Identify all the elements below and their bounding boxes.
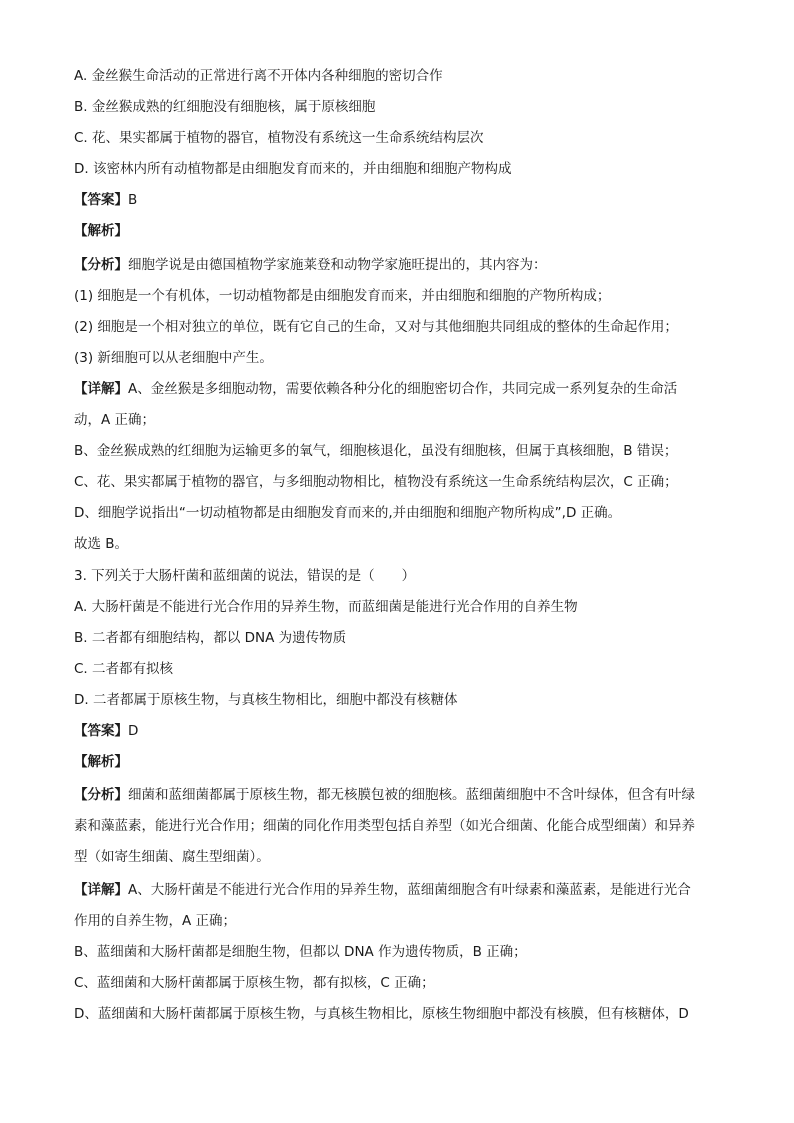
q2-answer (74, 190, 137, 210)
xiangjie-tag: 【详解】 (74, 882, 128, 898)
xiangjie-text: A、金丝猴是多细胞动物，需要依赖各种分化的细胞密切合作，共同完成一系列复杂的生命活 (128, 381, 678, 397)
fenxi-text: 细胞学说是由德国植物学家施莱登和动物学家施旺提出的，其内容为： (128, 257, 547, 273)
q3-option-d: D. 二者都属于原核生物，与真核生物相比，细胞中都没有核糖体 (74, 692, 458, 708)
q3-option-c: C. 二者都有拟核 (74, 661, 174, 677)
q2-option-b: B. 金丝猴成熟的红细胞没有细胞核，属于原核细胞 (74, 99, 376, 115)
q3-detail-d: D、蓝细菌和大肠杆菌都属于原核生物，与真核生物相比，原核生物细胞中都没有核膜，但有核糖体，D (74, 1006, 689, 1022)
fenxi-tag: 【分析】 (74, 787, 128, 803)
q2-point-2: (2) 细胞是一个相对独立的单位，既有它自己的生命，又对与其他细胞共同组成的整体的生命起作用； (74, 319, 678, 335)
q3-fenxi-cont-2: 型（如寄生细菌、腐生型细菌）。 (74, 849, 270, 865)
q2-option-a: A. 金丝猴生命活动的正常进行离不开体内各种细胞的密切合作 (74, 68, 443, 84)
q2-conclusion: 故选 B。 (74, 536, 129, 552)
q2-point-3: (3) 新细胞可以从老细胞中产生。 (74, 350, 273, 366)
q2-option-c: C. 花、果实都属于植物的器官，植物没有系统这一生命系统结构层次 (74, 130, 484, 146)
q2-detail-b: B、金丝猴成熟的红细胞为运输更多的氧气，细胞核退化，虽没有细胞核，但属于真核细胞，B 错误； (74, 443, 678, 459)
q3-analysis-heading: 【解析】 (74, 754, 128, 770)
answer-value: D (128, 723, 139, 739)
q3-answer (74, 721, 138, 741)
q2-xiangjie (74, 379, 677, 399)
q2-point-1: (1) 细胞是一个有机体，一切动植物都是由细胞发育而来，并由细胞和细胞的产物所构成； (74, 288, 611, 304)
q2-fenxi (74, 255, 547, 275)
answer-value: B (128, 192, 138, 208)
q3-detail-c: C、蓝细菌和大肠杆菌都属于原核生物，都有拟核，C 正确； (74, 975, 435, 991)
q2-detail-c: C、花、果实都属于植物的器官，与多细胞动物相比，植物没有系统这一生命系统结构层次，C 正确； (74, 474, 678, 490)
q2-analysis-heading: 【解析】 (74, 223, 128, 239)
q3-xiangjie (74, 880, 691, 900)
q3-xiangjie-cont: 作用的自养生物，A 正确； (74, 913, 237, 929)
xiangjie-text: A、大肠杆菌是不能进行光合作用的异养生物，蓝细菌细胞含有叶绿素和藻蓝素，是能进行光合 (128, 882, 691, 898)
fenxi-text: 细菌和蓝细菌都属于原核生物，都无核膜包被的细胞核。蓝细菌细胞中不含叶绿体，但含有叶绿 (128, 787, 695, 803)
q2-option-d: D. 该密林内所有动植物都是由细胞发育而来的，并由细胞和细胞产物构成 (74, 161, 512, 177)
q3-stem: 3. 下列关于大肠杆菌和蓝细菌的说法，错误的是（ ） (74, 568, 416, 584)
answer-tag: 【答案】 (74, 192, 128, 208)
xiangjie-tag: 【详解】 (74, 381, 128, 397)
q2-xiangjie-cont: 动，A 正确； (74, 412, 156, 428)
answer-tag: 【答案】 (74, 723, 128, 739)
fenxi-tag: 【分析】 (74, 257, 128, 273)
q3-option-a: A. 大肠杆菌是不能进行光合作用的异养生物，而蓝细菌是能进行光合作用的自养生物 (74, 599, 578, 615)
q3-fenxi-cont-1: 素和藻蓝素，能进行光合作用；细菌的同化作用类型包括自养型（如光合细菌、化能合成型细菌）和异养 (74, 818, 695, 834)
q3-fenxi (74, 785, 695, 805)
q2-detail-d: D、细胞学说指出“一切动植物都是由细胞发育而来的,并由细胞和细胞产物所构成”,D 正确。 (74, 505, 622, 521)
q3-detail-b: B、蓝细菌和大肠杆菌都是细胞生物，但都以 DNA 作为遗传物质，B 正确； (74, 944, 527, 960)
q3-option-b: B. 二者都有细胞结构，都以 DNA 为遗传物质 (74, 630, 347, 646)
